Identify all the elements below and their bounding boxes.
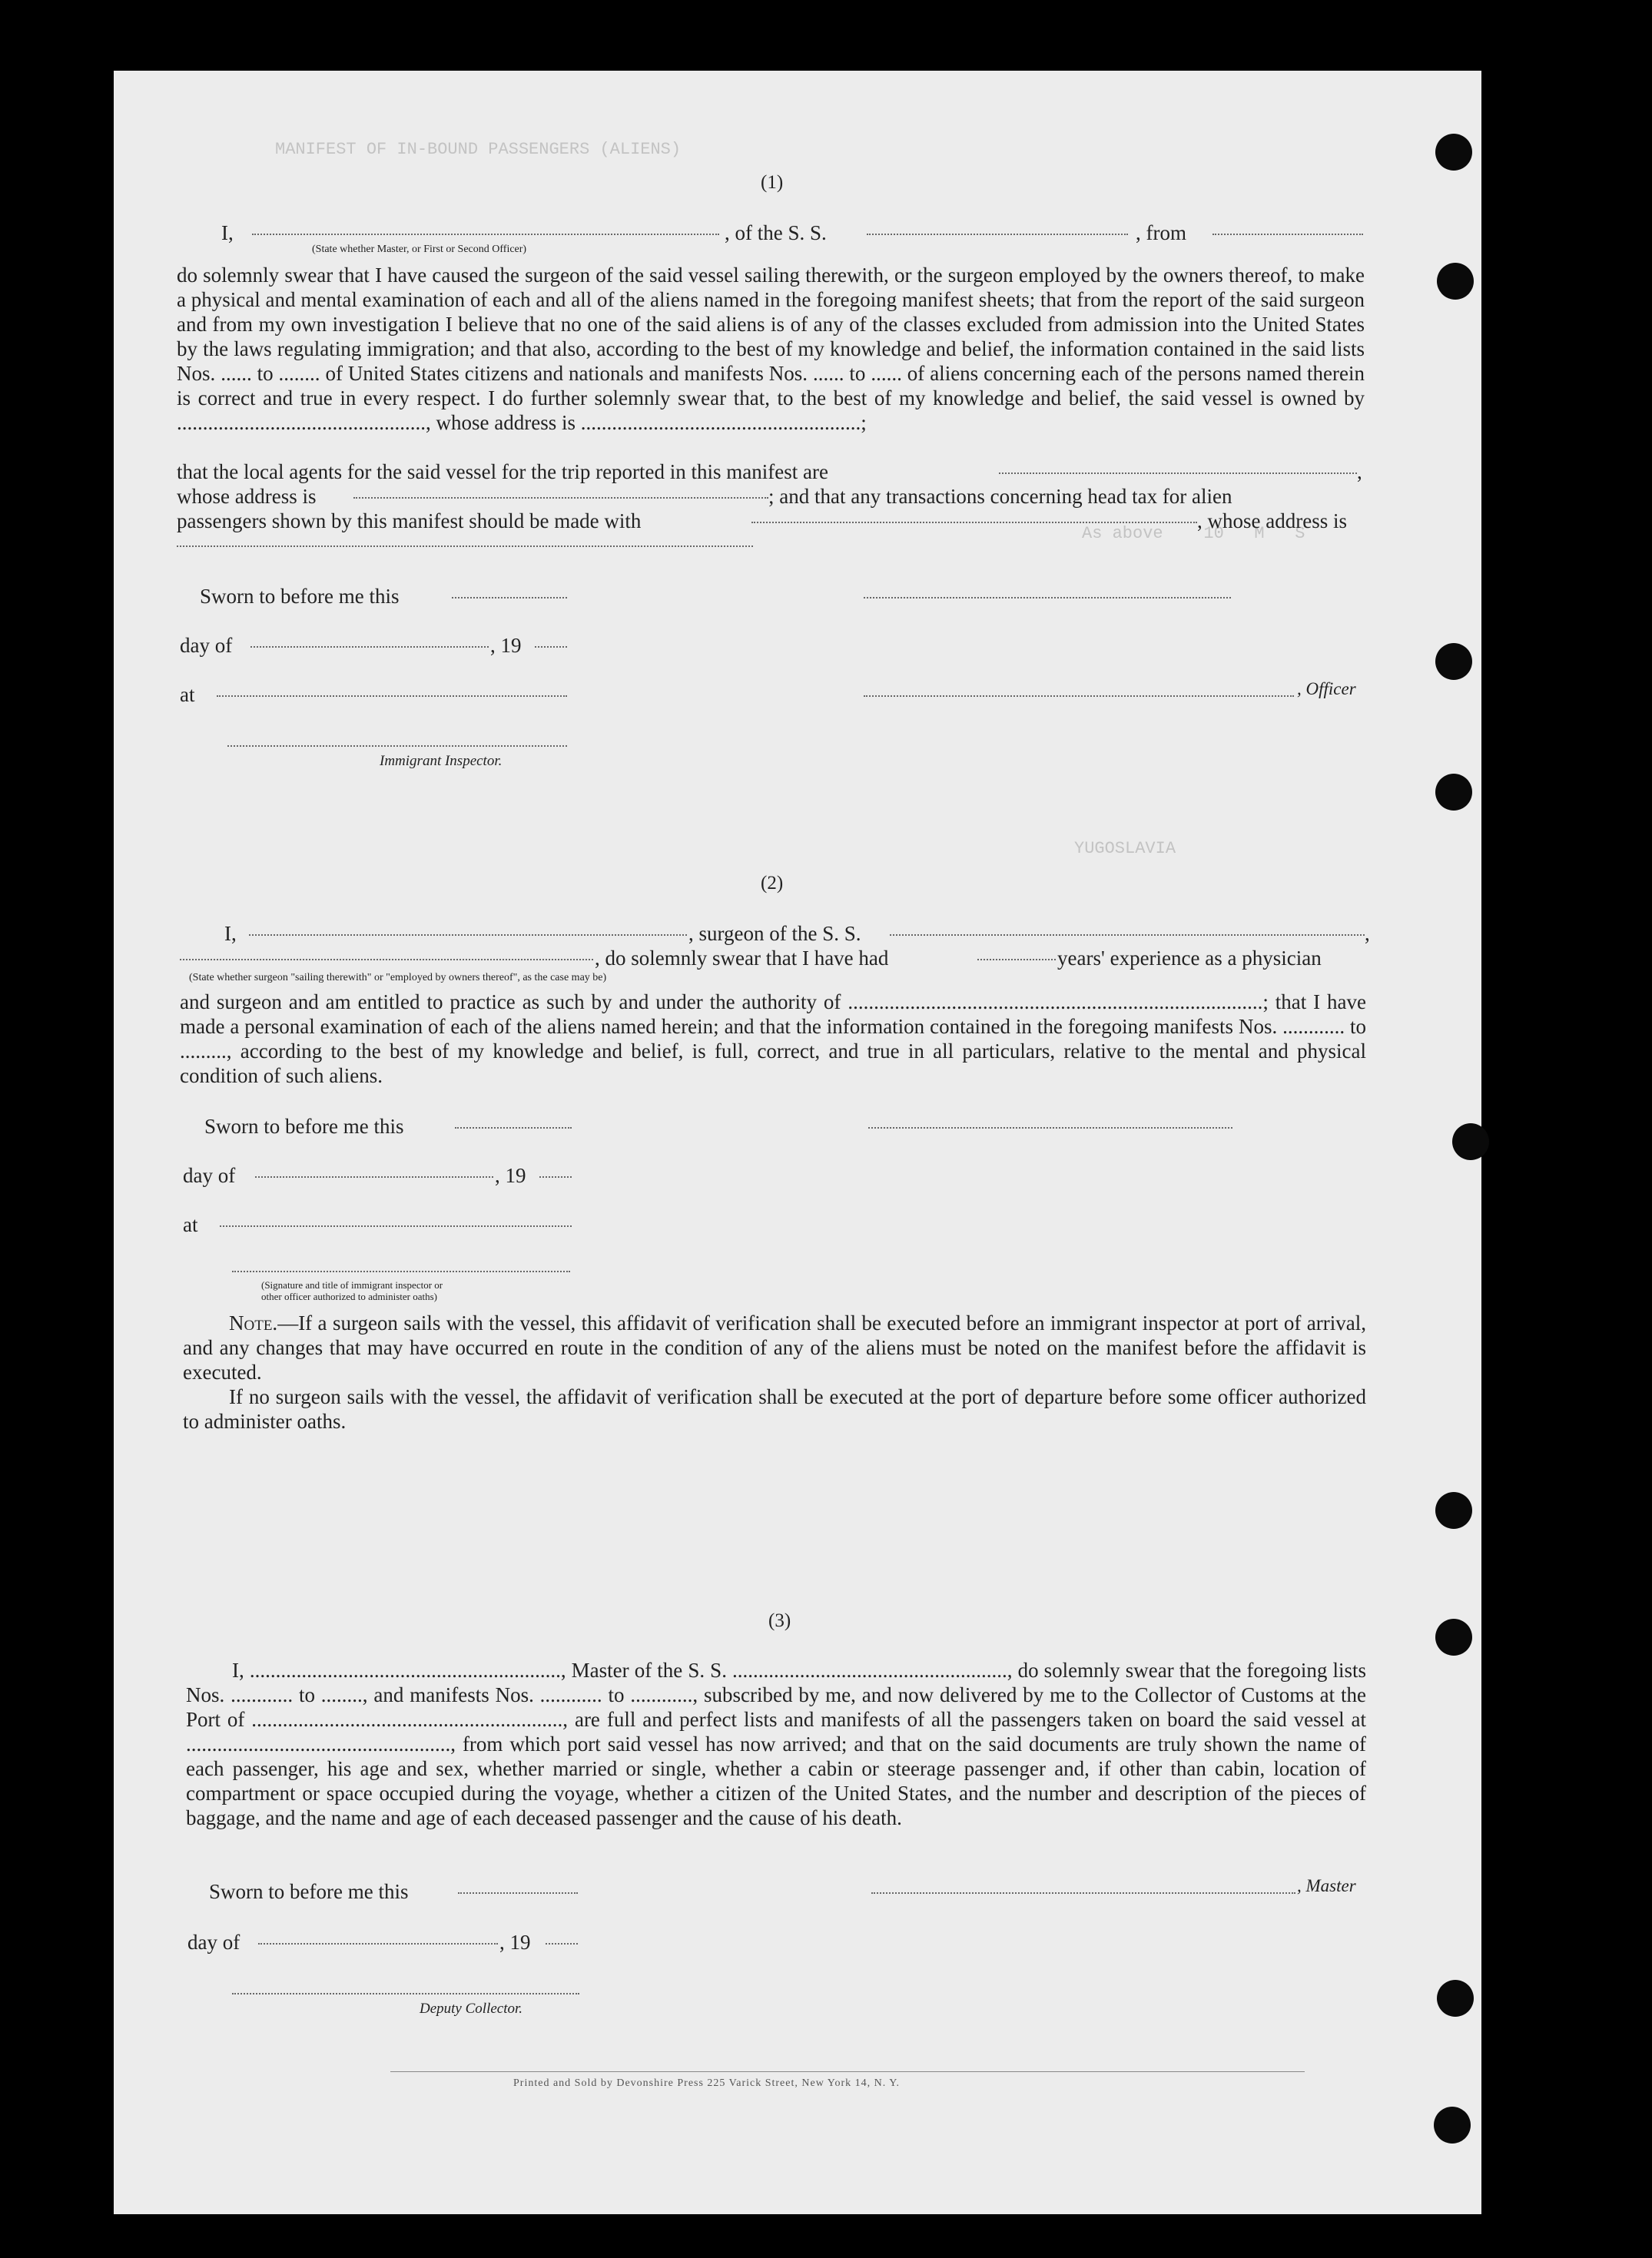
year-field-1[interactable] (535, 646, 567, 648)
day-of-label-2: day of (183, 1164, 236, 1187)
officer-title-field[interactable] (864, 695, 1294, 697)
punch-hole (1437, 1980, 1474, 2017)
at-label-1: at (180, 683, 195, 706)
inspector-signature-field-2[interactable] (232, 1271, 570, 1272)
surgeon-status-field[interactable] (180, 959, 593, 960)
inspector-signature-field[interactable] (227, 745, 567, 747)
agents-label: that the local agents for the said vessel for the trip reported in this manifest are (177, 460, 828, 483)
printer-credit: Printed and Sold by Devonshire Press 225 Varick Street, New York 14, N. Y. (513, 2077, 901, 2089)
agents-address-field[interactable] (353, 497, 768, 499)
comma: , (1357, 460, 1362, 483)
master-label: , Master (1297, 1876, 1356, 1895)
year-label-1: , 19 (490, 634, 522, 657)
surgeon-note: (State whether surgeon "sailing therewith" or "employed by owners thereof", as the case may be) (189, 972, 607, 983)
sworn-label-1: Sworn to before me this (200, 585, 400, 608)
note-label: Note. (229, 1311, 278, 1335)
from-port-field[interactable] (1212, 234, 1363, 235)
whose-address-is-label: , whose address is (1197, 509, 1347, 532)
section-3-oath-text: I, ............................................................, Master of the S. S. ....................................................., do solemnly swear that the foregoing lists Nos. ............ to ........, and manifests Nos. ............ to ............, subscribed by me, and now delivered by me to the Collector of Customs at the Port of ............................................................, are full and perfect lists and manifests of all the passengers taken on board the said vessel at ..................................................., from which port said vessel has now arrived; and that on the said documents are truly shown the name of each passenger, his age and sex, whether married or single, whether a cabin or steerage passenger and, if other than cabin, location of compartment or space occupied during the voyage, whether a citizen of the United States, and the number and description of the pieces of baggage, and the name and age of each deceased passenger and the cause of his death. (186, 1659, 1366, 1829)
note-2-paragraph: If no surgeon sails with the vessel, the affidavit of verification shall be executed at the port of departure before some officer authorized to administer oaths. (183, 1385, 1366, 1433)
years-experience-field[interactable] (977, 959, 1056, 960)
solemnly-label: , do solemnly swear that I have had (595, 947, 889, 970)
punch-hole (1434, 2107, 1471, 2144)
surgeon-name-field[interactable] (249, 934, 687, 936)
punch-hole (1435, 1619, 1472, 1656)
at-place-field-1[interactable] (217, 695, 567, 697)
head-tax-label: ; and that any transactions concerning head tax for alien (768, 485, 1232, 508)
punch-hole (1435, 134, 1472, 171)
bleed-through-text: MANIFEST OF IN-BOUND PASSENGERS (ALIENS) (275, 140, 682, 159)
section-1-number: (1) (761, 172, 784, 193)
whose-address-label: whose address is (177, 485, 317, 508)
comma: , (1365, 922, 1370, 945)
officer-name-field[interactable] (252, 234, 719, 235)
day-of-month-field-3[interactable] (258, 1943, 498, 1945)
sworn-label-2: Sworn to before me this (204, 1115, 404, 1138)
year-field-2[interactable] (539, 1176, 572, 1178)
surgeon-vessel-field[interactable] (890, 934, 1365, 936)
note-paragraph (183, 1311, 1366, 1384)
punch-hole (1435, 643, 1472, 680)
agents-field[interactable] (999, 472, 1357, 474)
bleed-through-text: YUGOSLAVIA (1074, 839, 1176, 858)
sworn-label-3: Sworn to before me this (209, 1880, 409, 1903)
sworn-day-field-1[interactable] (452, 597, 567, 598)
surgeon-signature-field[interactable] (868, 1127, 1232, 1129)
head-tax-contact-field[interactable] (751, 522, 1197, 523)
deputy-collector-signature-field[interactable] (232, 1993, 579, 1994)
surgeon-i-label: I, (224, 922, 237, 945)
signature-note-1: (Signature and title of immigrant inspector or (261, 1279, 443, 1291)
punch-hole (1437, 263, 1474, 300)
oath-i-label: I, (221, 221, 234, 244)
of-ss-label: , of the S. S. (725, 221, 827, 244)
vessel-name-field[interactable] (867, 234, 1128, 235)
document-page (114, 71, 1481, 2214)
section-2-oath-text: and surgeon and am entitled to practice as such by and under the authority of ................................................................................; that I have made a personal examination of each of the aliens named herein; and that the information contained in the foregoing manifests Nos. ............ to ........., according to the best of my knowledge and belief, is full, correct, and true in all particulars, relative to the mental and physical condition of such aliens. (180, 990, 1366, 1087)
day-of-label-1: day of (180, 634, 233, 657)
head-tax-address-field[interactable] (177, 545, 753, 547)
deputy-collector-label: Deputy Collector. (420, 2001, 523, 2017)
year-field-3[interactable] (546, 1943, 578, 1945)
at-place-field-2[interactable] (220, 1225, 572, 1227)
sworn-day-field-3[interactable] (458, 1892, 578, 1894)
punch-hole (1435, 774, 1472, 811)
day-of-label-3: day of (187, 1931, 241, 1954)
years-label: years' experience as a physician (1057, 947, 1322, 970)
section-3-number: (3) (768, 1610, 791, 1631)
day-of-month-field-1[interactable] (250, 646, 489, 648)
footer-rule (390, 2071, 1305, 2072)
officer-signature-field[interactable] (864, 597, 1231, 598)
bleed-through-text: As above 10 M S (1082, 524, 1305, 543)
note-text: —If a surgeon sails with the vessel, this affidavit of verification shall be executed before an immigrant inspector at port of arrival, and any changes that may have occurred en route in the condition of any of the aliens must be noted on the manifest before the affidavit is executed. (183, 1311, 1366, 1384)
passengers-label: passengers shown by this manifest should be made with (177, 509, 642, 532)
officer-note: (State whether Master, or First or Second Officer) (312, 244, 527, 255)
section-1-oath-text: do solemnly swear that I have caused the surgeon of the said vessel sailing therewith, or the surgeon employed by the owners thereof, to make a physical and mental examination of each and all of the aliens named in the foregoing manifest sheets; that from the report of the said surgeon and from my own investigation I believe that no one of the said aliens is of any of the classes excluded from admission into the United States by the laws regulating immigration; and that also, according to the best of my knowledge and belief, the information contained in the said lists Nos. ...... to ........ of United States citizens and nationals and manifests Nos. ...... to ...... of aliens concerning each of the persons named therein is correct and true in every respect. I do further solemnly swear that, to the best of my knowledge and belief, the said vessel is owned by ................................................, whose address is ......................................................; (177, 264, 1365, 434)
surgeon-of-label: , surgeon of the S. S. (688, 922, 861, 945)
master-signature-field[interactable] (871, 1892, 1295, 1894)
section-2-number: (2) (761, 873, 784, 894)
at-label-2: at (183, 1213, 198, 1236)
year-label-3: , 19 (499, 1931, 531, 1954)
signature-note-2: other officer authorized to administer oaths) (261, 1291, 437, 1302)
day-of-month-field-2[interactable] (255, 1176, 493, 1178)
year-label-2: , 19 (495, 1164, 526, 1187)
punch-hole (1435, 1492, 1472, 1529)
officer-label: , Officer (1297, 679, 1356, 698)
from-label: , from (1136, 221, 1186, 244)
immigrant-inspector-label: Immigrant Inspector. (380, 753, 503, 769)
sworn-day-field-2[interactable] (455, 1127, 572, 1129)
punch-hole (1452, 1123, 1489, 1160)
